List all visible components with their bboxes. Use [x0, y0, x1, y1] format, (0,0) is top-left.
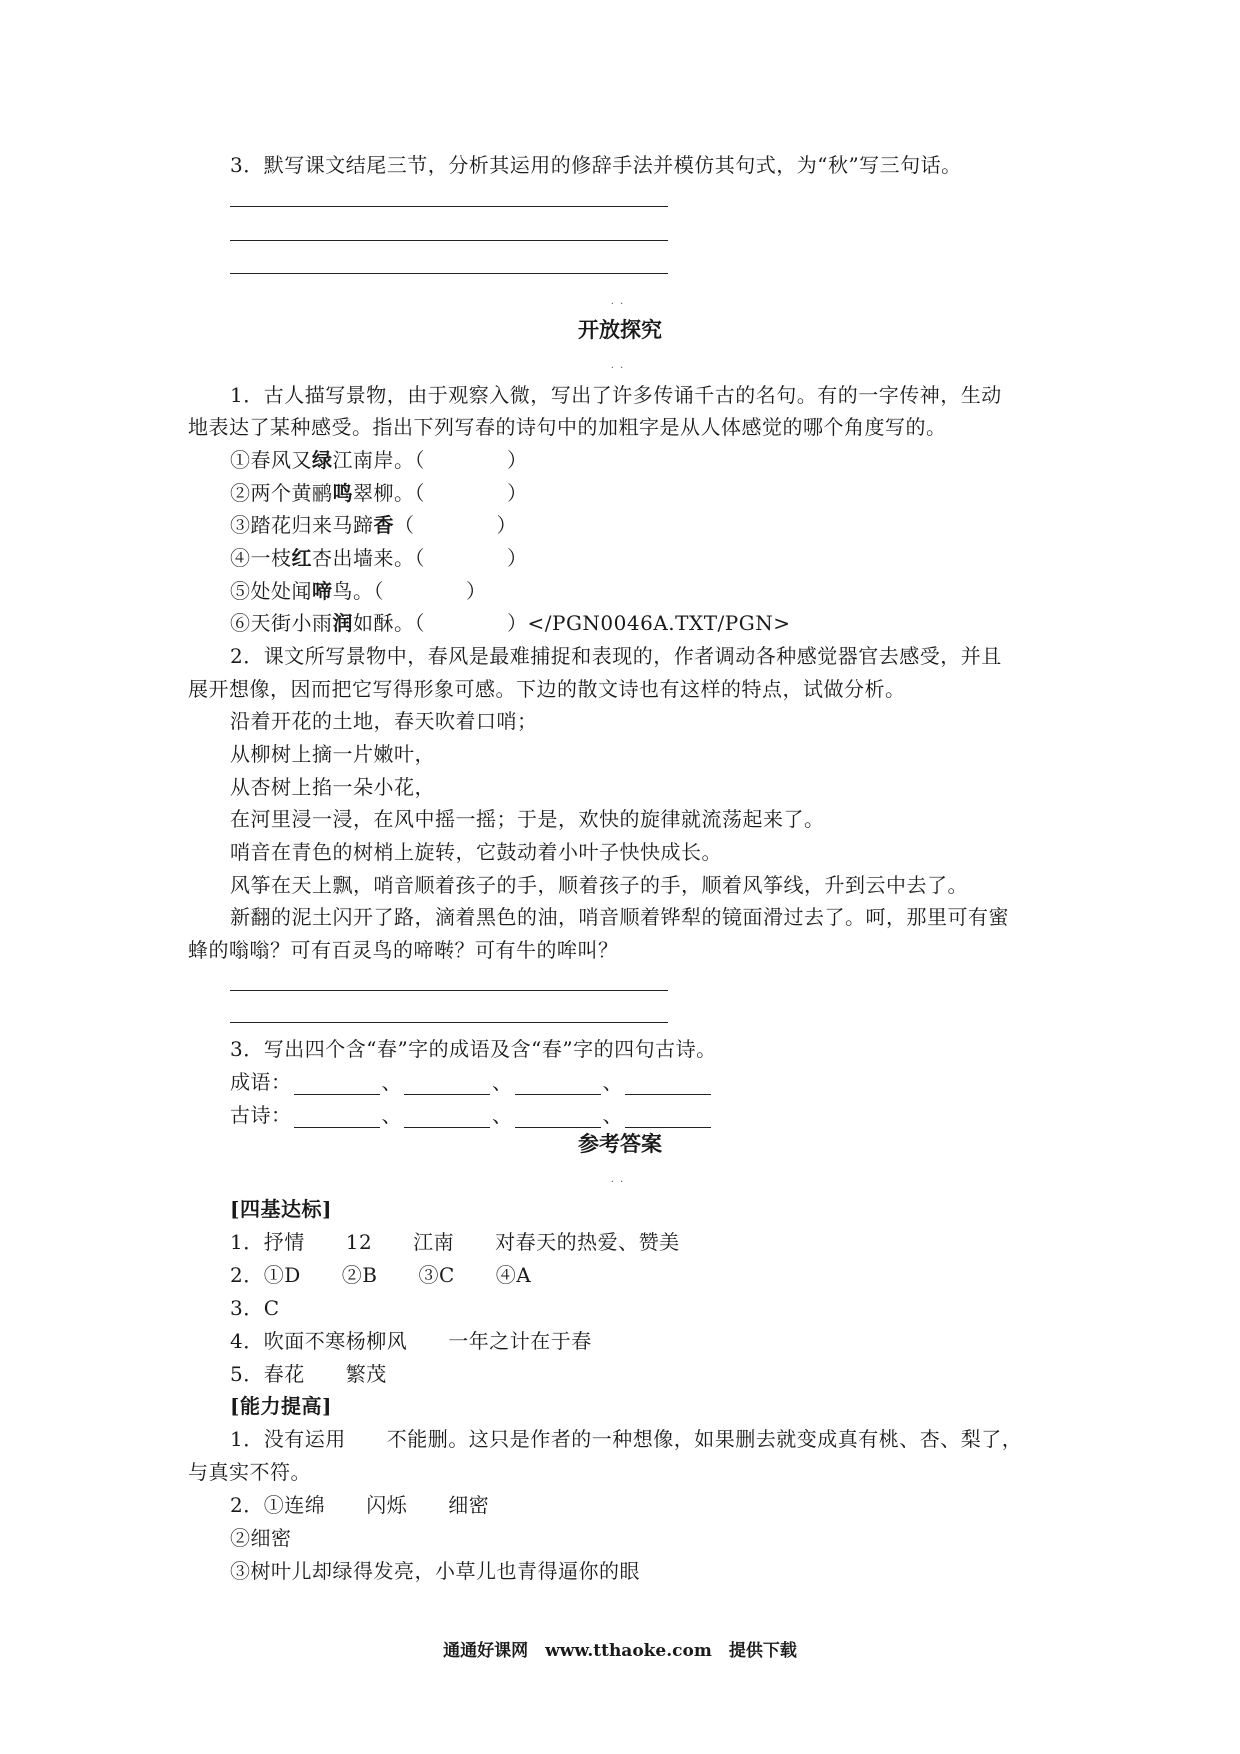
prose-poem-line: 从杏树上掐一朵小花， — [230, 775, 435, 799]
open-q1-line2: 地表达了某种感受。指出下列写春的诗句中的加粗字是从人体感觉的哪个角度写的。 — [188, 415, 947, 439]
answers-section-basic: [四基达标] — [230, 1197, 332, 1221]
poem-item: ①春风又绿江南岸。（ ） — [230, 448, 528, 472]
prose-poem-line: 蜂的嗡嗡？可有百灵鸟的啼啭？可有牛的哞叫？ — [188, 938, 619, 962]
section-title-open: 开放探究 — [578, 317, 662, 342]
answer-line-text: ③树叶儿却绿得发亮，小草儿也青得逼你的眼 — [230, 1559, 640, 1583]
answer-line-text: 4．吹面不寒杨柳风 一年之计在于春 — [230, 1329, 592, 1353]
answers-section-ability: [能力提高] — [230, 1394, 332, 1418]
answer-line-text: 与真实不符。 — [188, 1460, 311, 1484]
open-q2-line2: 展开想像，因而把它写得形象可感。下边的散文诗也有这样的特点，试做分析。 — [188, 677, 906, 701]
emphasis-dots: ·· — [610, 299, 630, 310]
answer-line — [230, 240, 668, 241]
poem-item: ④一枝红杏出墙来。（ ） — [230, 546, 528, 570]
answer-line-text: 2．①连绵 闪烁 细密 — [230, 1493, 490, 1517]
prose-poem-line: 在河里浸一浸，在风中摇一摇；于是，欢快的旋律就流荡起来了。 — [230, 807, 825, 831]
idiom-row: 成语： 、 、 、 — [230, 1069, 713, 1095]
answer-line — [230, 990, 668, 991]
prose-poem-line: 新翻的泥土闪开了路，滴着黑色的油，哨音顺着铧犁的镜面滑过去了。呵，那里可有蜜 — [230, 905, 1009, 929]
exercise3-question: 3．默写课文结尾三节，分析其运用的修辞手法并模仿其句式，为“秋”写三句话。 — [230, 153, 962, 177]
poem-item: ②两个黄鹂鸣翠柳。（ ） — [230, 481, 528, 505]
emphasis-dots: ·· — [610, 363, 630, 374]
poem-item: ⑤处处闻啼鸟。（ ） — [230, 579, 487, 603]
answer-line-text: 2．①D ②B ③C ④A — [230, 1263, 532, 1287]
emphasis-dots: ·· — [610, 1177, 630, 1188]
prose-poem-line: 哨音在青色的树梢上旋转，它鼓动着小叶子快快成长。 — [230, 840, 722, 864]
open-q2-line1: 2．课文所写景物中，春风是最难捕捉和表现的，作者调动各种感觉器官去感受，并且 — [230, 644, 1002, 668]
answer-line-text: 3．C — [230, 1296, 280, 1320]
open-q1-line1: 1．古人描写景物，由于观察入微，写出了许多传诵千古的名句。有的一字传神，生动 — [230, 383, 1002, 407]
open-q3: 3．写出四个含“春”字的成语及含“春”字的四句古诗。 — [230, 1037, 717, 1061]
answer-line-text: 1．抒情 12 江南 对春天的热爱、赞美 — [230, 1230, 680, 1254]
poem-item: ⑥天街小雨润如酥。（ ）</PGN0046A.TXT/PGN> — [230, 611, 791, 635]
prose-poem-line: 风筝在天上飘，哨音顺着孩子的手，顺着孩子的手，顺着风筝线，升到云中去了。 — [230, 873, 968, 897]
answer-line-text: 1．没有运用 不能删。这只是作者的一种想像，如果删去就变成真有桃、杏、梨了， — [230, 1427, 1023, 1451]
prose-poem-line: 沿着开花的土地，春天吹着口哨； — [230, 709, 538, 733]
footer-credit: 通通好课网 www.tthaoke.com 提供下载 — [443, 1641, 797, 1661]
answer-line-text: 5．春花 繁茂 — [230, 1362, 387, 1386]
answer-line — [230, 1022, 668, 1023]
ancient-poem-row: 古诗： 、 、 、 — [230, 1102, 713, 1128]
poem-item: ③踏花归来马蹄香（ ） — [230, 513, 517, 537]
prose-poem-line: 从柳树上摘一片嫩叶， — [230, 742, 435, 766]
section-title-answers: 参考答案 — [578, 1131, 662, 1156]
answer-line-text: ②细密 — [230, 1526, 292, 1550]
answer-line — [230, 206, 668, 207]
answer-line — [230, 273, 668, 274]
